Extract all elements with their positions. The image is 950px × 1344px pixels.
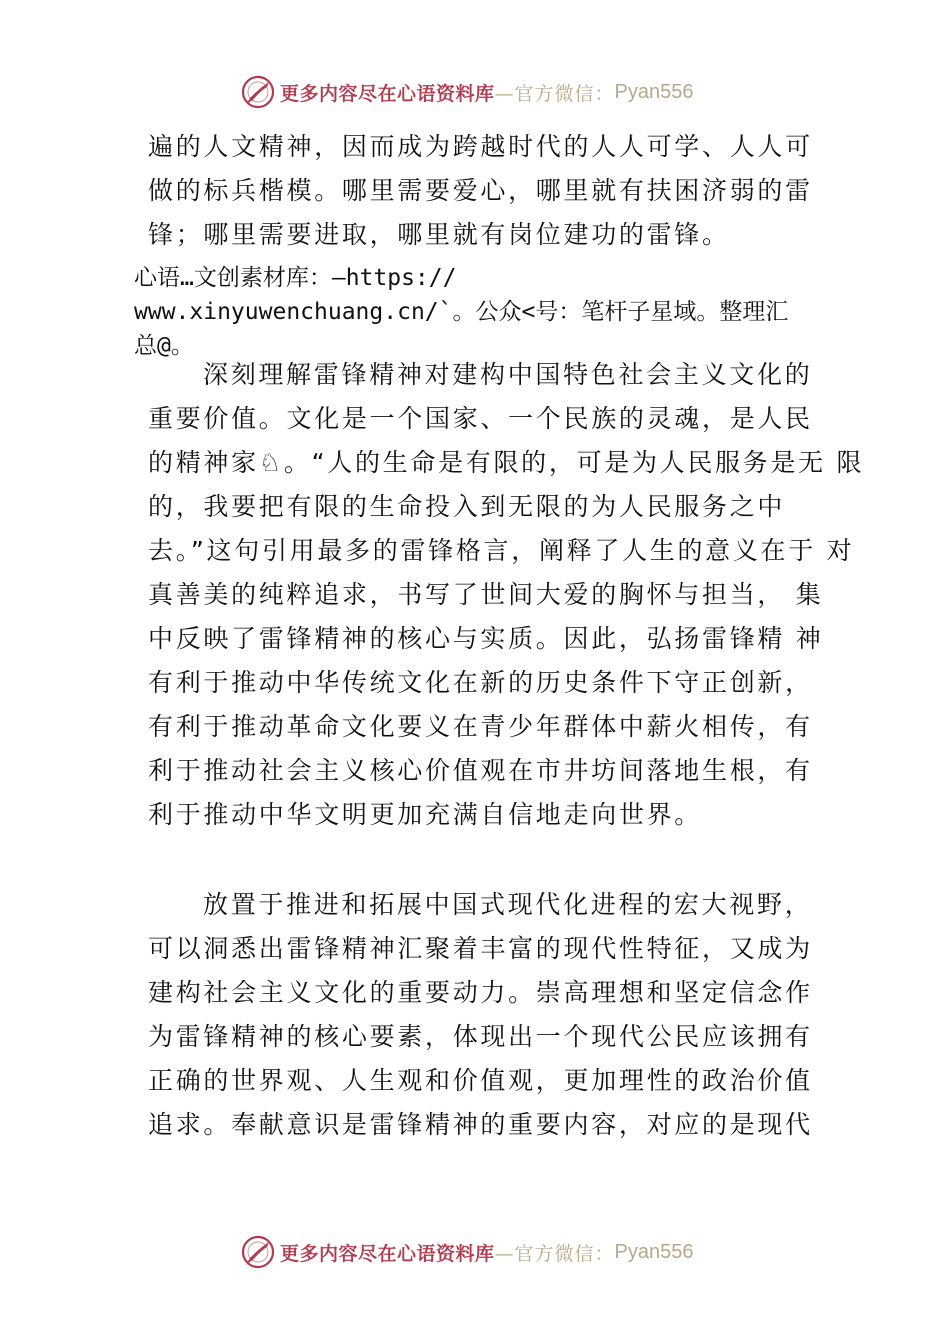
body-line: 有利于推动中华传统文化在新的历史条件下守正创新， xyxy=(148,668,813,697)
body-line: 的精神家♘。“人的生命是有限的，可是为人民服务是无 限 xyxy=(148,448,865,477)
watermark-note-line: 心语…文创素材库：—https:// xyxy=(134,265,457,291)
brand-logo-icon xyxy=(240,74,276,110)
body-line: 放置于推进和拓展中国式现代化进程的宏大视野， xyxy=(203,890,813,919)
body-line: 利于推动中华文明更加充满自信地走向世界。 xyxy=(148,800,703,829)
body-line: 建构社会主义文化的重要动力。崇高理想和坚定信念作 xyxy=(148,978,813,1007)
body-line: 利于推动社会主义核心价值观在市井坊间落地生根，有 xyxy=(148,756,813,785)
body-line: 重要价值。文化是一个国家、一个民族的灵魂，是人民 xyxy=(148,404,813,433)
body-line: 遍的人文精神，因而成为跨越时代的人人可学、人人可 xyxy=(148,132,813,161)
body-line: 正确的世界观、人生观和价值观，更加理性的政治价值 xyxy=(148,1066,813,1095)
banner-wechat-label: —官方微信： xyxy=(494,82,615,105)
body-line: 真善美的纯粹追求，书写了世间大爱的胸怀与担当， 集 xyxy=(148,580,824,609)
body-line: 中反映了雷锋精神的核心与实质。因此，弘扬雷锋精 神 xyxy=(148,624,824,653)
banner-wechat-id: Pyan556 xyxy=(614,1240,694,1263)
banner-wechat-id: Pyan556 xyxy=(614,80,694,103)
body-line: 的，我要把有限的生命投入到无限的为人民服务之中 xyxy=(148,492,786,521)
body-line: 为雷锋精神的核心要素，体现出一个现代公民应该拥有 xyxy=(148,1022,813,1051)
body-line: 可以洞悉出雷锋精神汇聚着丰富的现代性特征，又成为 xyxy=(148,934,813,963)
banner-wechat-label: —官方微信： xyxy=(494,1242,615,1265)
watermark-note-line: www.xinyuwenchuang.cn/`。公众<号：笔杆子星域。整理汇 xyxy=(134,299,789,325)
watermark-note-line: 总@。 xyxy=(134,333,194,359)
banner-main-text: 更多内容尽在心语资料库 xyxy=(280,82,495,105)
body-line: 追求。奉献意识是雷锋精神的重要内容，对应的是现代 xyxy=(148,1110,813,1139)
banner-main-text: 更多内容尽在心语资料库 xyxy=(280,1242,495,1265)
footer-banner xyxy=(240,1232,694,1272)
brand-logo-icon xyxy=(240,1234,276,1270)
body-line: 做的标兵楷模。哪里需要爱心，哪里就有扶困济弱的雷 xyxy=(148,176,813,205)
header-banner xyxy=(240,72,694,112)
body-line: 深刻理解雷锋精神对建构中国特色社会主义文化的 xyxy=(203,360,813,389)
body-line: 锋；哪里需要进取，哪里就有岗位建功的雷锋。 xyxy=(148,220,730,249)
body-line: 去。”这句引用最多的雷锋格言，阐释了人生的意义在于 对 xyxy=(148,536,855,565)
body-line: 有利于推动革命文化要义在青少年群体中薪火相传，有 xyxy=(148,712,813,741)
